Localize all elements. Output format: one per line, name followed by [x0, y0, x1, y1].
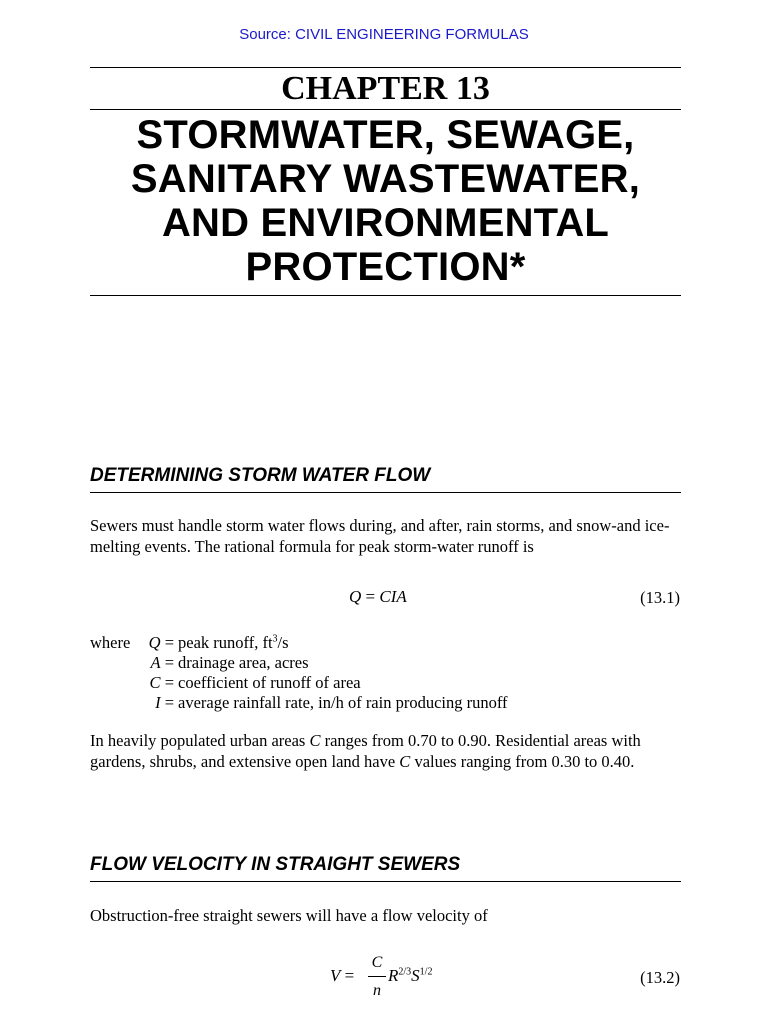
chapter-number: CHAPTER 13 — [281, 70, 490, 107]
top-rule — [90, 67, 681, 68]
definition-var: C = — [149, 673, 174, 692]
chapter-title — [90, 113, 681, 289]
title-line: STORMWATER, SEWAGE, — [136, 113, 635, 157]
eq-var: CIA — [379, 587, 407, 606]
definition-var: A = — [150, 653, 174, 672]
eq-var: Q — [349, 587, 362, 606]
definition-text: drainage area, acres — [178, 653, 309, 672]
section-heading-flow-velocity: FLOW VELOCITY IN STRAIGHT SEWERS — [90, 854, 461, 875]
title-rule — [90, 295, 681, 296]
fraction-numerator: C — [371, 954, 383, 971]
title-line: AND ENVIRONMENTAL — [161, 201, 610, 245]
definition-var: I = — [155, 693, 174, 712]
definition-text: coefficient of runoff of area — [178, 673, 361, 692]
equation-13-2-rhs: $R^{2/3}S^{1/2}$ — [388, 966, 433, 985]
equation-number: (13.1) — [640, 588, 680, 607]
fraction-bar — [368, 976, 386, 977]
section-rule — [90, 492, 681, 493]
definition-text: average rainfall rate, in/h of rain producing runoff — [178, 693, 508, 712]
title-line: SANITARY WASTEWATER, — [130, 157, 641, 201]
where-label: where — [90, 633, 131, 652]
fraction-denominator: n — [373, 982, 381, 999]
definition-row — [90, 653, 681, 673]
title-line: PROTECTION* — [245, 245, 526, 289]
equation-13-2-lhs: V = — [330, 966, 355, 985]
variable-definitions — [90, 633, 681, 713]
paragraph-intro: Sewers must handle storm water flows during, and after, rain storms, and snow-and ice-melting events. The rational formula for peak storm-water runoff is — [90, 516, 670, 556]
chapter-rule — [90, 109, 681, 110]
definition-row — [90, 693, 681, 713]
definition-var: Q = — [148, 633, 174, 652]
section-heading-storm-flow: DETERMINING STORM WATER FLOW — [90, 465, 431, 486]
definition-row — [90, 673, 681, 693]
paragraph-velocity: Obstruction-free straight sewers will have a flow velocity of — [90, 906, 488, 925]
definition-row — [90, 633, 681, 653]
equation-13-1: Q = CIA — [349, 587, 407, 606]
paragraph-runoff-coefficients: In heavily populated urban areas C ranges from 0.70 to 0.90. Residential areas with gardens, shrubs, and extensive open land have C values ranging from 0.30 to 0.40. — [90, 731, 641, 771]
equation-number: (13.2) — [640, 968, 680, 987]
section-rule — [90, 881, 681, 882]
definition-text: peak runoff, $ft^3/s$ — [178, 633, 289, 652]
source-line[interactable]: Source: CIVIL ENGINEERING FORMULAS — [239, 26, 529, 43]
